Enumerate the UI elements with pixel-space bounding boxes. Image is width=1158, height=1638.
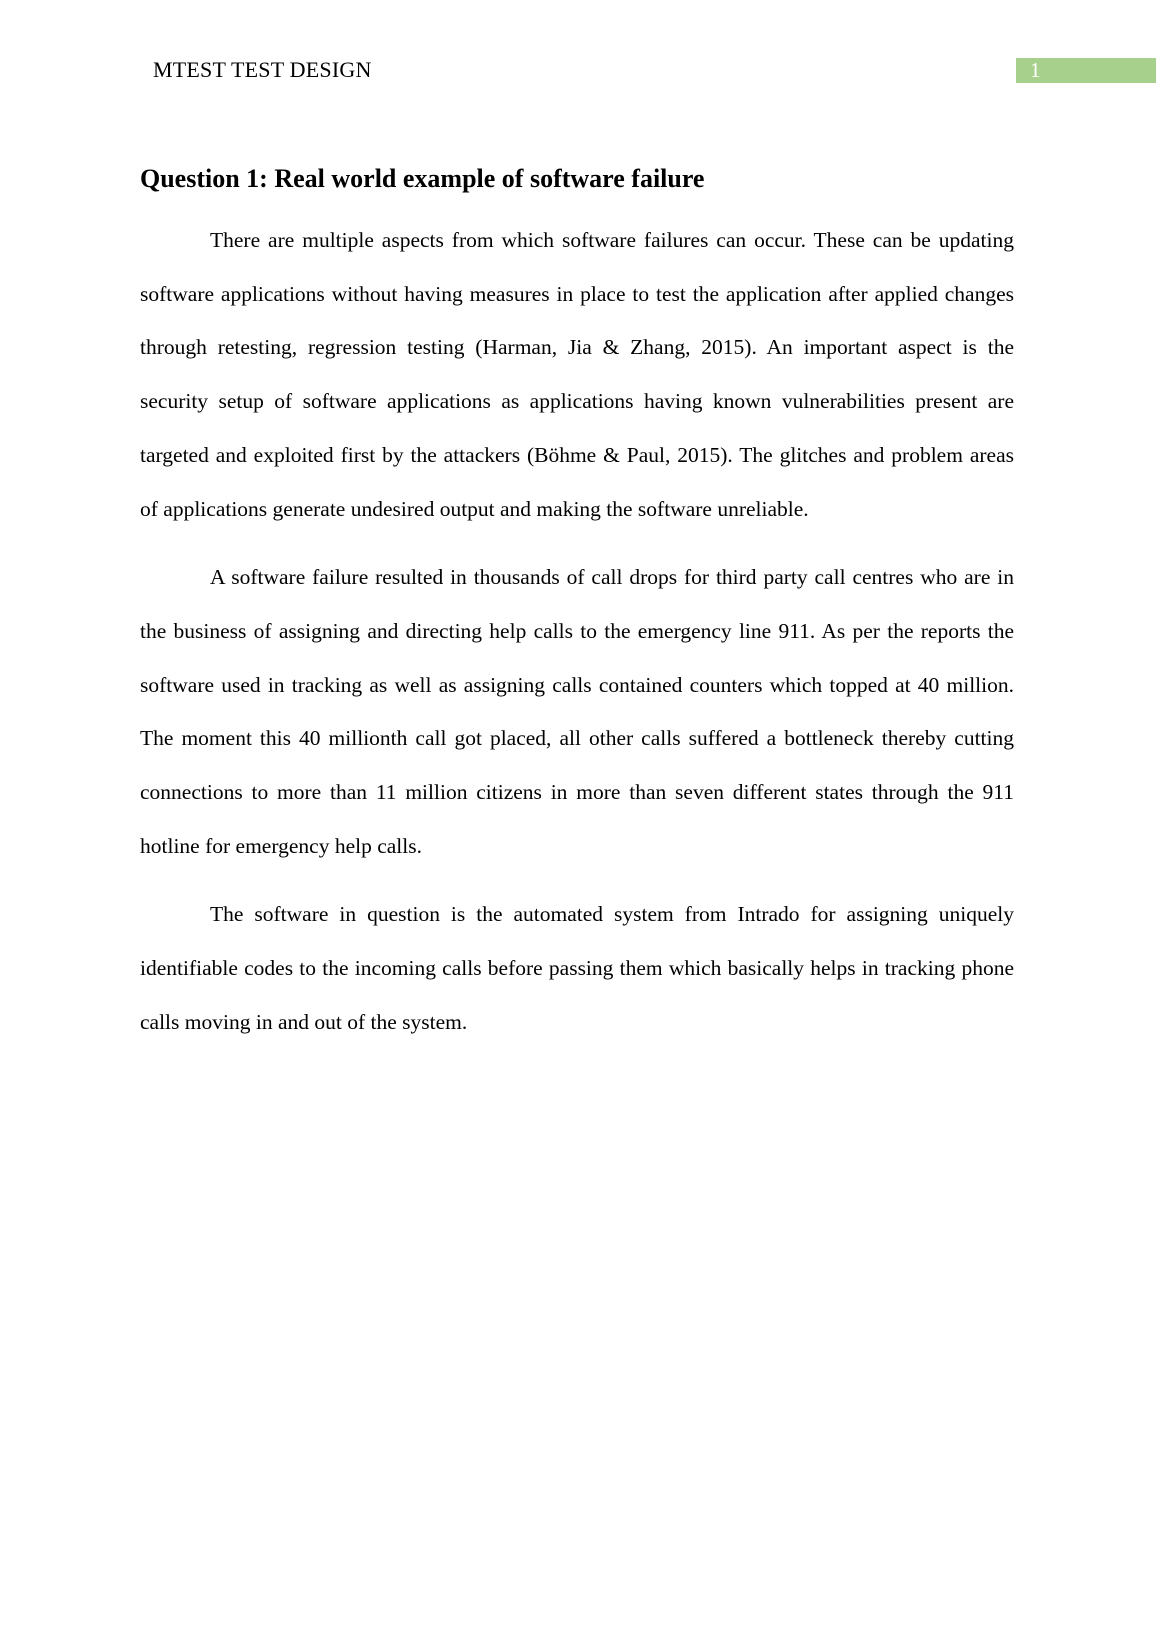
running-head: MTEST TEST DESIGN: [153, 57, 372, 82]
page-number: 1: [1030, 58, 1041, 82]
paragraph-2: A software failure resulted in thousands of call drops for third party call centres who are in the business of assigning and directing help calls to the emergency line 911. As per the reports the software used in tracking as well as assigning calls contained counters which topped at 40 million. The moment this 40 millionth call got placed, all other calls suffered a bottleneck thereby cutting connections to more than 11 million citizens in more than seven different states through the 911 hotline for emergency help calls.: [140, 565, 1014, 858]
page-number-box: [1016, 58, 1156, 83]
question-heading: Question 1: Real world example of software failure: [140, 164, 705, 193]
page-header: [0, 0, 1158, 110]
document-body: [140, 160, 1014, 1065]
paragraph-3: The software in question is the automated system from Intrado for assigning uniquely identifiable codes to the incoming calls before passing them which basically helps in tracking phone calls moving in and out of the system.: [140, 902, 1014, 1034]
paragraph-1: There are multiple aspects from which software failures can occur. These can be updating software applications without having measures in place to test the application after applied changes through retesting, regression testing (Harman, Jia & Zhang, 2015). An important aspect is the security setup of software applications as applications having known vulnerabilities present are targeted and exploited first by the attackers (Böhme & Paul, 2015). The glitches and problem areas of applications generate undesired output and making the software unreliable.: [140, 228, 1014, 521]
